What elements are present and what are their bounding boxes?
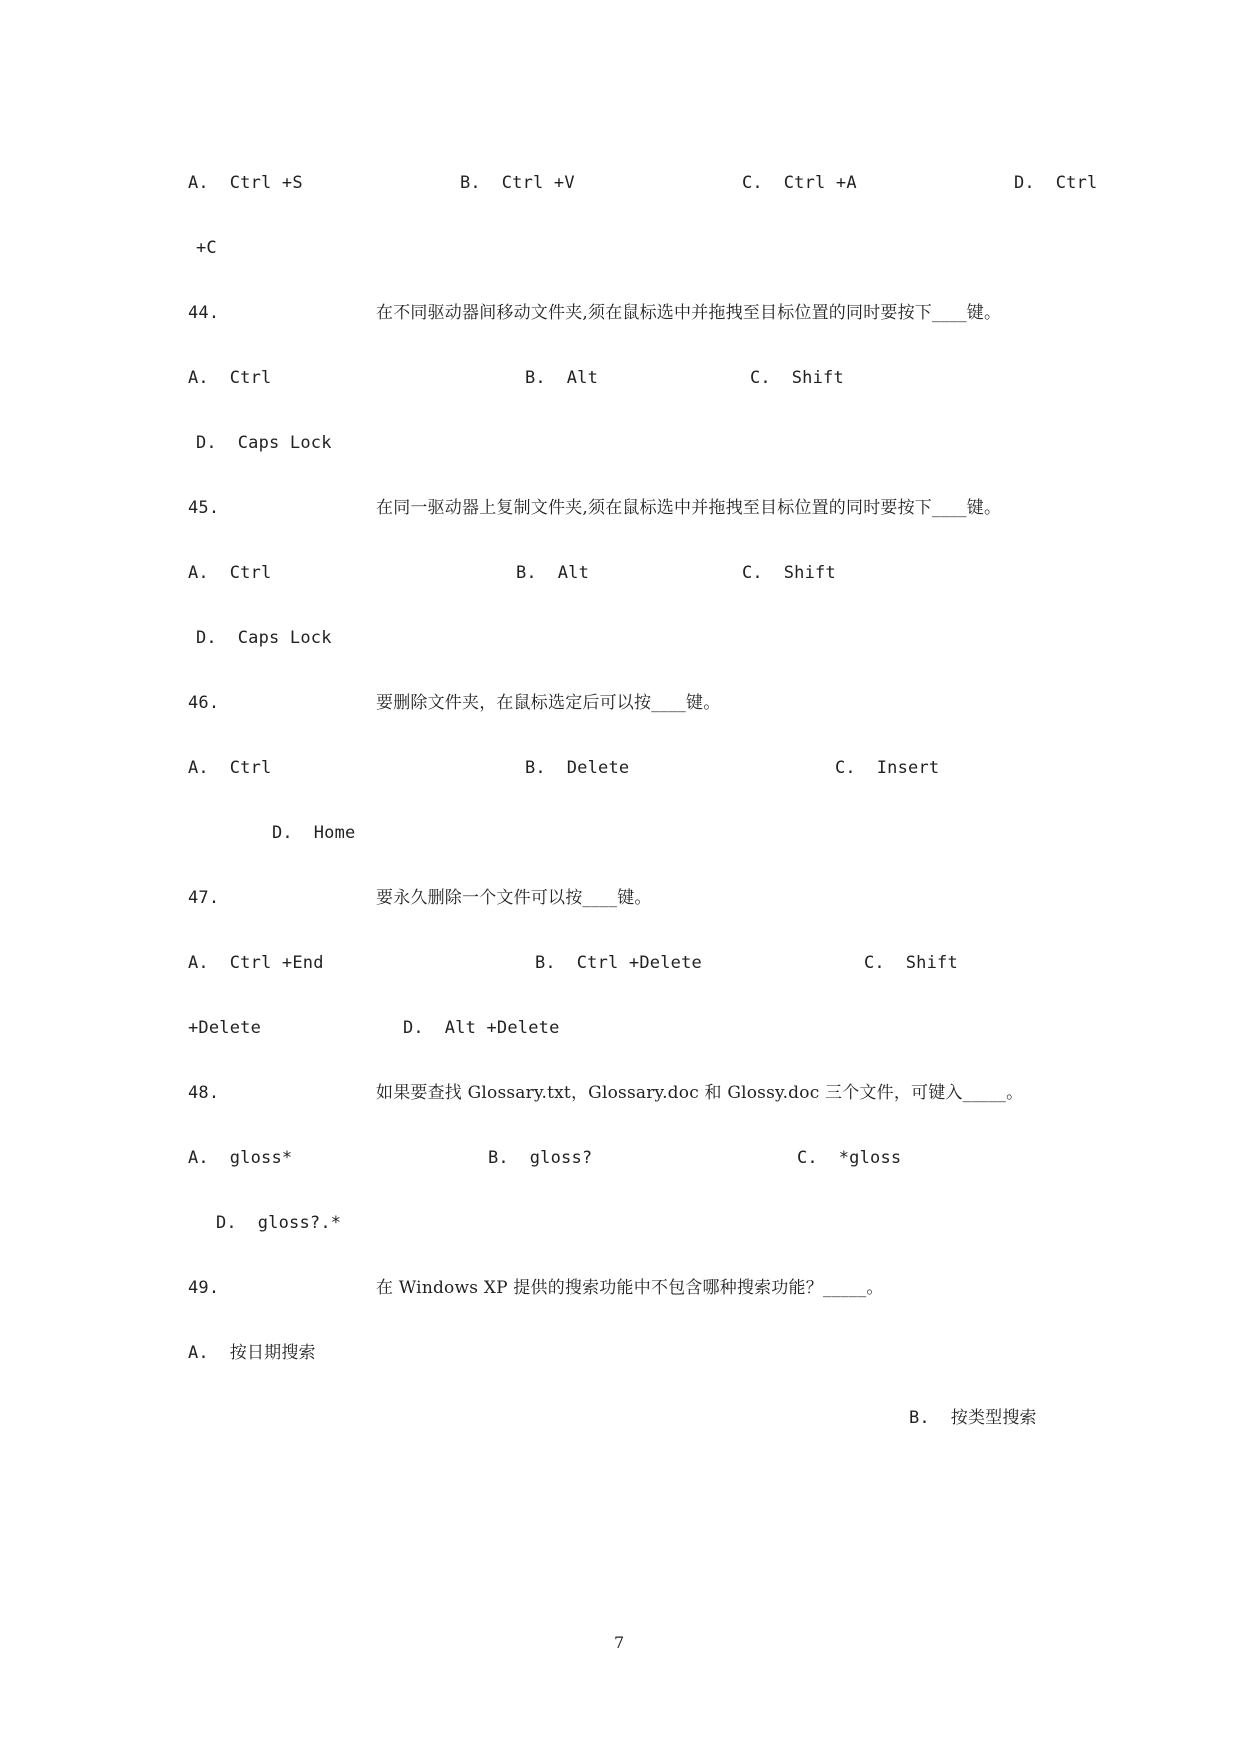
q49-stem: 在 Windows XP 提供的搜索功能中不包含哪种搜索功能？_____。: [376, 1278, 884, 1298]
q43-option-d-continued: +C: [196, 238, 217, 258]
q48-number: 48.: [188, 1083, 220, 1103]
q49-option-a: A. 按日期搜索: [188, 1343, 316, 1363]
q46-option-d: D. Home: [272, 823, 356, 843]
page-number: 7: [614, 1633, 625, 1652]
q43-option-d: D. Ctrl: [1014, 173, 1098, 193]
q47-stem: 要永久删除一个文件可以按____键。: [376, 888, 652, 908]
q49-option-b: B. 按类型搜索: [909, 1408, 1037, 1428]
q47-option-a: A. Ctrl +End: [188, 953, 324, 973]
q45-number: 45.: [188, 498, 220, 518]
q44-stem: 在不同驱动器间移动文件夹,须在鼠标选中并拖拽至目标位置的同时要按下____键。: [376, 303, 1002, 323]
q47-option-d: D. Alt +Delete: [403, 1018, 560, 1038]
q46-number: 46.: [188, 693, 220, 713]
q48-option-d: D. gloss?.*: [216, 1213, 342, 1233]
q47-option-c: C. Shift: [864, 953, 958, 973]
q44-option-c: C. Shift: [750, 368, 844, 388]
q43-option-a: A. Ctrl +S: [188, 173, 303, 193]
q43-option-b: B. Ctrl +V: [460, 173, 575, 193]
q44-option-d: D. Caps Lock: [196, 433, 332, 453]
q45-option-a: A. Ctrl: [188, 563, 272, 583]
q47-option-c-continued: +Delete: [188, 1018, 262, 1038]
q45-option-d: D. Caps Lock: [196, 628, 332, 648]
q47-option-b: B. Ctrl +Delete: [535, 953, 702, 973]
q43-option-c: C. Ctrl +A: [742, 173, 857, 193]
q48-option-c: C. *gloss: [797, 1148, 902, 1168]
q48-option-b: B. gloss?: [488, 1148, 593, 1168]
q44-option-a: A. Ctrl: [188, 368, 272, 388]
q46-option-a: A. Ctrl: [188, 758, 272, 778]
q46-option-b: B. Delete: [525, 758, 630, 778]
q44-option-b: B. Alt: [525, 368, 599, 388]
q47-number: 47.: [188, 888, 220, 908]
q49-number: 49.: [188, 1278, 220, 1298]
q48-option-a: A. gloss*: [188, 1148, 293, 1168]
q45-option-b: B. Alt: [516, 563, 590, 583]
q45-stem: 在同一驱动器上复制文件夹,须在鼠标选中并拖拽至目标位置的同时要按下____键。: [376, 498, 1002, 518]
q46-stem: 要删除文件夹，在鼠标选定后可以按____键。: [376, 693, 721, 713]
q45-option-c: C. Shift: [742, 563, 836, 583]
q46-option-c: C. Insert: [835, 758, 940, 778]
q44-number: 44.: [188, 303, 220, 323]
q48-stem: 如果要查找 Glossary.txt，Glossary.doc 和 Glossy.doc 三个文件，可键入_____。: [376, 1083, 1024, 1103]
